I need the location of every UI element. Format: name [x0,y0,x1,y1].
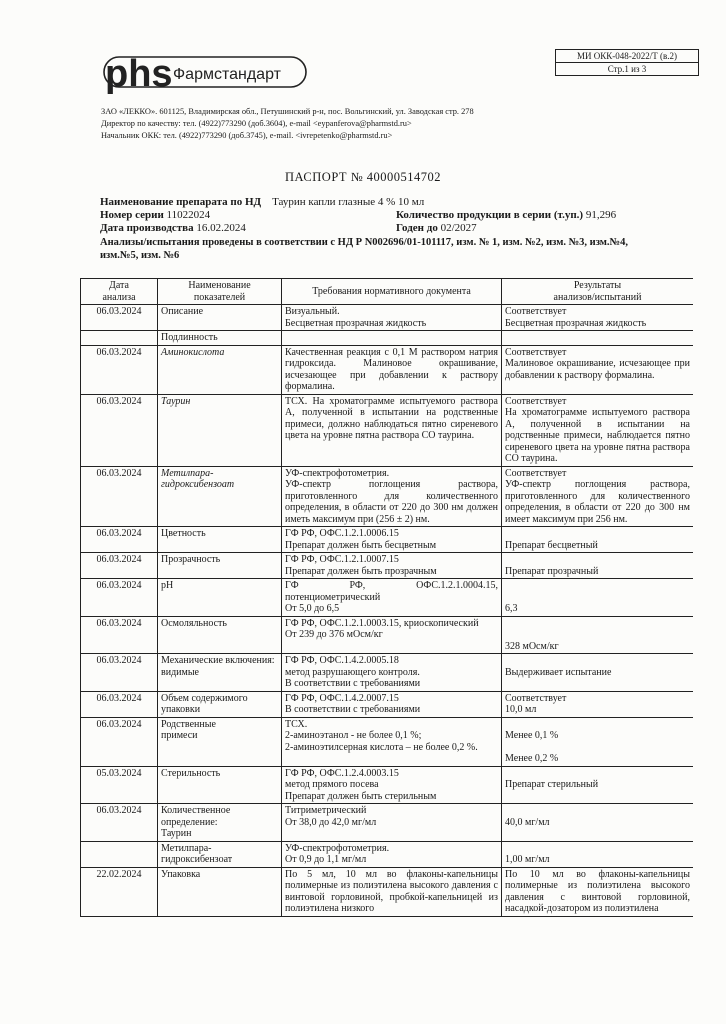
cell-indicator [158,527,282,553]
cell-result [502,717,694,766]
doc-code-box [555,49,699,76]
cell-line: Соответствует [505,692,567,704]
cell-result [502,553,694,579]
cell-date: 06.03.2024 [81,717,158,766]
cell-result [502,345,694,394]
cell-date: 06.03.2024 [81,804,158,842]
cell-line [505,618,690,630]
cell-date: 05.03.2024 [81,766,158,804]
prod-date-value: 16.02.2024 [196,222,246,234]
cell-result [502,841,694,867]
cell-result [502,527,694,553]
cell-line: УФ-спектр поглощения раствора, приготовленного для количественного определения, в области от 220 до 300 нм имеет максимум при 256 нм. [505,479,690,525]
cell-line: От 0,9 до 1,1 мг/мл [285,854,367,865]
cell-date: 06.03.2024 [81,616,158,654]
prod-date-label: Дата производства [100,222,194,234]
cell-line: Препарат бесцветный [505,539,598,551]
cell-result [502,804,694,842]
cell-line: Упаковка [161,868,201,880]
cell-line [505,592,690,604]
cell-line: Метилпара- [161,467,214,479]
cell-line: Соответствует [505,395,567,407]
series-label: Номер серии [100,209,164,221]
cell-indicator [158,345,282,394]
cell-result [502,579,694,617]
table-row [81,331,694,346]
cell-line: По 5 мл, 10 мл во флаконы-капельницы полимерные из полиэтилена высокого давления с винтовой горловиной, пробкой-капельницей из полиэтилена низкого [285,868,498,914]
table-row [81,804,694,842]
cell-line: ТСХ. На хроматограмме испытуемого раствора А, полученной в испытании на родственные примеси, должно наблюдаться пятно сиреневого цвета на уровне пятна раствора СО таурина. [285,395,498,441]
table-row [81,616,694,654]
cell-date: 06.03.2024 [81,394,158,466]
cell-line: Таурин [161,395,191,407]
cell-result [502,331,694,346]
cell-line: Выдерживает испытание [505,666,612,678]
cell-indicator [158,331,282,346]
cell-line: ТСХ. [285,718,308,730]
cell-result [502,466,694,527]
cell-line: Метилпара- [161,842,212,854]
page-title: ПАСПОРТ № 40000514702 [285,170,441,184]
cell-date [81,331,158,346]
cell-line: В соответствии с требованиями [285,678,421,689]
cell-line: В соответствии с требованиями [285,704,421,715]
cell-line: ГФ РФ, ОФС.1.2.1.0006.15 [285,528,399,539]
cell-line: От 239 до 376 мОсм/кг [285,629,383,640]
cell-line: Бесцветная прозрачная жидкость [285,317,427,329]
cell-line: Количественное определение: [161,805,231,828]
cell-line: Препарат стерильный [505,779,599,790]
cell-indicator [158,579,282,617]
drug-name-line [100,196,424,209]
cell-line: 2-аминоэтилсерная кислота – не более 0,2 %. [285,741,478,753]
cell-requirement [282,579,502,617]
cell-requirement [282,804,502,842]
cell-indicator [158,717,282,766]
cell-result [502,394,694,466]
cell-date [81,841,158,867]
cell-line [505,629,690,641]
cell-requirement [282,654,502,692]
cell-date: 06.03.2024 [81,691,158,717]
cell-requirement [282,394,502,466]
cell-date: 06.03.2024 [81,579,158,617]
col-date-header: Дата анализа [81,279,158,305]
table-row [81,579,694,617]
cell-line: Менее 0,2 % [505,753,559,764]
cell-result [502,305,694,331]
cell-line: Препарат должен быть стерильным [285,790,437,802]
cell-line [505,655,690,667]
cell-indicator [158,804,282,842]
cell-requirement [282,553,502,579]
cell-line: Объем содержимого упаковки [161,692,248,715]
cell-requirement [282,691,502,717]
cell-line: Аминокислота [161,346,225,358]
cell-line: Титриметрический [285,805,367,816]
cell-requirement [282,841,502,867]
cell-indicator [158,691,282,717]
cell-requirement [282,766,502,804]
table-header-row [81,279,694,305]
cell-line: Бесцветная прозрачная жидкость [505,317,647,329]
cell-line [505,580,690,592]
table-row [81,553,694,579]
cell-requirement [282,717,502,766]
cell-line: Родственные [161,718,216,730]
cell-line: От 5,0 до 6,5 [285,603,340,614]
page-label: Стр.1 из 3 [556,62,698,75]
cell-line: 1,00 мг/мл [505,854,550,865]
qty-label: Количество продукции в серии (т.уп.) [396,209,584,221]
cell-line [505,843,690,855]
quality-director: Директор по качеству: тел. (4922)773290 (доб.3604), e-mail <eypanferova@pharmstd.ru> [101,119,412,128]
cell-line: Механические включения: видимые [161,655,275,678]
cell-line: Таурин [161,828,192,839]
col-name-header: Наименование показателей [158,279,282,305]
cell-date: 06.03.2024 [81,345,158,394]
table-row [81,394,694,466]
cell-line: ГФ РФ, ОФС.1.4.2.0005.18 [285,655,399,666]
cell-line: pH [161,580,174,591]
cell-line: примеси [161,730,198,741]
expiry-label: Годен до [396,222,438,234]
cell-indicator [158,867,282,916]
cell-line: Подлинность [161,332,218,343]
table-row [81,691,694,717]
cell-line: УФ-спектрофотометрия. [285,467,390,479]
cell-requirement [282,345,502,394]
table-row [81,654,694,692]
cell-line: 2-аминоэтанол - не более 0,1 %; [285,730,422,741]
cell-line: метод разрушающего контроля. [285,666,420,678]
cell-indicator [158,466,282,527]
cell-indicator [158,766,282,804]
cell-line [505,719,690,731]
cell-line: Прозрачность [161,554,221,565]
drug-label: Наименование препарата по НД [100,196,262,208]
company-info [101,106,521,142]
cell-line: ГФ РФ, ОФС.1.2.4.0003.15 [285,767,399,779]
table-row [81,717,694,766]
pharmstandard-logo [103,50,309,94]
cell-indicator [158,553,282,579]
cell-requirement [282,867,502,916]
table-row [81,527,694,553]
cell-line: Менее 0,1 % [505,730,559,741]
qty-value: 91,296 [585,209,617,221]
cell-date: 06.03.2024 [81,466,158,527]
cell-line: Препарат прозрачный [505,565,599,577]
table-row [81,841,694,867]
cell-line: Цветность [161,528,206,539]
cell-line [505,768,690,780]
cell-requirement [282,305,502,331]
cell-date: 06.03.2024 [81,527,158,553]
cell-date: 06.03.2024 [81,553,158,579]
cell-indicator [158,305,282,331]
cell-line: Препарат должен быть бесцветным [285,539,437,551]
okk-head: Начальник ОКК: тел. (4922)773290 (доб.3745), e-mail. <ivrepetenko@pharmstd.ru> [101,131,393,140]
cell-line [505,554,690,566]
logo-name: Фармстандарт [173,66,281,83]
cell-line: Качественная реакция с 0,1 М раствором натрия гидроксида. Малиновое окрашивание, исчезающее при добавлении к раствору формалина. [285,346,498,392]
cell-line: Малиновое окрашивание, исчезающее при добавлении к раствору формалина. [505,358,690,381]
cell-requirement [282,616,502,654]
cell-line [505,528,690,540]
cell-line: От 38,0 до 42,0 мг/мл [285,816,377,828]
cell-line: ГФ РФ, ОФС.1.2.1.0007.15 [285,554,399,565]
table-row [81,305,694,331]
analysis-line-2: изм.№5, изм. №6 [100,250,180,261]
cell-date: 22.02.2024 [81,867,158,916]
expiry-line [396,222,477,235]
cell-line: ГФ РФ, ОФС.1.4.2.0007.15 [285,692,399,704]
cell-line: гидроксибензоат [161,854,233,865]
cell-line: Соответствует [505,467,567,479]
cell-date: 06.03.2024 [81,654,158,692]
quantity-line [396,209,616,222]
cell-requirement [282,466,502,527]
logo-mark: phs [105,53,173,94]
cell-result [502,691,694,717]
cell-line: гидроксибензоат [161,479,235,490]
analysis-line-1: Анализы/испытания проведены в соответствии с НД Р N002696/01-101117, изм. № 1, изм. №2, изм. №3, изм.№4, [100,237,628,248]
table-row [81,867,694,916]
cell-line: ГФ РФ, ОФС.1.2.1.0003.15, криоскопический [285,617,479,629]
cell-indicator [158,841,282,867]
cell-line: По 10 мл во флаконы-капельницы полимерные из полиэтилена высокого давления с винтовой горловиной, насадкой-дозатором из полиэтилена [505,868,690,914]
cell-result [502,616,694,654]
drug-value: Таурин капли глазные 4 % 10 мл [272,196,425,208]
company-address: ЗАО «ЛЕККО». 601125, Владимирская обл., Петушинский р-н, пос. Вольгинский, ул. Заводская стр. 278 [101,107,474,116]
cell-line: Стерильность [161,767,221,779]
results-table [80,278,693,917]
col-res-header: Результаты анализов/испытаний [502,279,694,305]
cell-line: 40,0 мг/мл [505,816,550,828]
cell-line: 10,0 мл [505,704,537,715]
cell-requirement [282,331,502,346]
col-req-header: Требования нормативного документа [282,279,502,305]
cell-line: На хроматограмме испытуемого раствора А, полученной в испытании на родственные примеси, наблюдается пятно сиреневого цвета на уровне пятна раствора СО таурина. [505,407,690,464]
cell-date: 06.03.2024 [81,305,158,331]
cell-line: ГФ РФ, ОФС.1.2.1.0004.15, потенциометрический [285,580,498,603]
expiry-value: 02/2027 [440,222,477,234]
results-table-wrap [80,278,693,1024]
cell-indicator [158,654,282,692]
cell-line: 328 мОсм/кг [505,640,559,652]
cell-line: Соответствует [505,346,567,358]
cell-line [505,805,690,817]
cell-line: Осмоляльность [161,617,227,629]
cell-line: метод прямого посева [285,779,379,790]
production-date-line [100,222,246,235]
cell-line [505,742,690,754]
doc-code: МИ ОКК-048-2022/Т (в.2) [577,51,677,61]
cell-result [502,867,694,916]
cell-line: Препарат должен быть прозрачным [285,565,437,577]
cell-line: 6,3 [505,603,518,614]
cell-line: Соответствует [505,306,567,317]
cell-indicator [158,616,282,654]
cell-line: УФ-спектр поглощения раствора, приготовленного для количественного определения, в области от 220 до 300 нм должен иметь максимум при (256 ± 2) нм. [285,479,498,525]
cell-line: УФ-спектрофотометрия. [285,842,390,854]
series-value: 11022024 [166,209,211,221]
cell-result [502,766,694,804]
cell-line: Описание [161,306,204,317]
table-row [81,345,694,394]
cell-requirement [282,527,502,553]
cell-indicator [158,394,282,466]
series-line [100,209,210,222]
table-row [81,466,694,527]
cell-result [502,654,694,692]
cell-line: Визуальный. [285,306,340,317]
table-row [81,766,694,804]
